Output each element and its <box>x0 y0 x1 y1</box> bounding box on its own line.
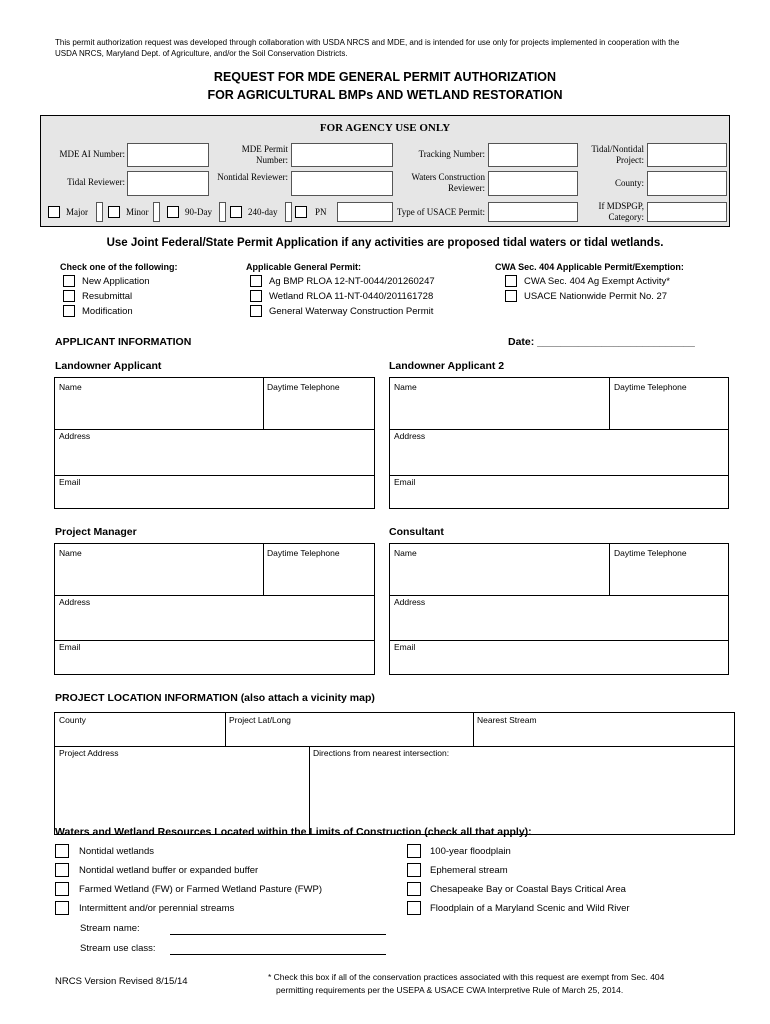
county-agency-label: County: <box>614 178 644 188</box>
critical-area-checkbox[interactable] <box>407 882 421 896</box>
tracking-number-field[interactable] <box>488 143 578 167</box>
floodplain-100yr-checkbox[interactable] <box>407 844 421 858</box>
landowner-1-address-label: Address <box>59 431 91 441</box>
wetland-rloa-option[interactable] <box>250 290 433 302</box>
nontidal-buffer-checkbox[interactable] <box>55 863 69 877</box>
tidal-nontidal-project-label: Tidal/Nontidal Project: <box>591 144 644 165</box>
90-day-checkbox[interactable] <box>167 206 179 218</box>
consultant-box <box>389 543 729 675</box>
location-county-label: County <box>59 715 86 725</box>
pm-address-label: Address <box>59 597 91 607</box>
tidal-reviewer-label: Tidal Reviewer: <box>67 177 125 187</box>
tidal-reviewer-field[interactable] <box>127 171 209 196</box>
major-checkbox[interactable] <box>48 206 60 218</box>
landowner-applicant-2-heading: Landowner Applicant 2 <box>389 360 505 372</box>
mdspgp-category-label: If MDSPGP, Category: <box>598 201 644 222</box>
farmed-wetland-label: Farmed Wetland (FW) or Farmed Wetland Pasture (FWP) <box>79 883 323 895</box>
project-location-heading: PROJECT LOCATION INFORMATION (also attach a vicinity map) <box>55 692 375 704</box>
nontidal-wetlands-checkbox[interactable] <box>55 844 69 858</box>
footnote-line-1: * Check this box if all of the conservation practices associated with this request are exempt from Sec. 404 <box>268 972 665 982</box>
lat-long-label: Project Lat/Long <box>229 715 291 725</box>
farmed-wetland-checkbox[interactable] <box>55 882 69 896</box>
nontidal-wetlands-option[interactable] <box>55 844 154 858</box>
wetland-rloa-label: Wetland RLOA 11-NT-0440/201161728 <box>269 290 434 302</box>
nationwide-27-label: USACE Nationwide Permit No. 27 <box>524 290 668 302</box>
nearest-stream-label: Nearest Stream <box>477 715 537 725</box>
stream-name-label: Stream name: <box>80 923 140 934</box>
title-line-2: FOR AGRICULTURAL BMPs AND WETLAND RESTORATION <box>207 88 563 102</box>
landowner-1-name-label: Name <box>59 382 82 392</box>
90-day-field[interactable] <box>219 202 226 222</box>
pm-telephone-label: Daytime Telephone <box>267 548 340 558</box>
resubmittal-option[interactable] <box>63 290 132 302</box>
landowner-1-telephone-label: Daytime Telephone <box>267 382 340 392</box>
minor-field[interactable] <box>153 202 160 222</box>
pm-email-label: Email <box>59 642 81 652</box>
nationwide-27-checkbox[interactable] <box>505 290 517 302</box>
project-manager-heading: Project Manager <box>55 526 137 538</box>
resubmittal-label: Resubmittal <box>82 290 133 302</box>
landowner-1-box <box>54 377 375 509</box>
project-location-box <box>54 712 735 835</box>
title-line-1: REQUEST FOR MDE GENERAL PERMIT AUTHORIZATION <box>213 70 557 84</box>
project-manager-box <box>54 543 375 675</box>
landowner-applicant-heading: Landowner Applicant <box>55 360 162 372</box>
farmed-wetland-option[interactable] <box>55 882 322 896</box>
minor-label: Minor <box>126 207 149 217</box>
scenic-river-label: Floodplain of a Maryland Scenic and Wild River <box>430 902 630 914</box>
version-text: NRCS Version Revised 8/15/14 <box>55 976 188 987</box>
project-address-label: Project Address <box>59 748 119 758</box>
mde-ai-number-field[interactable] <box>127 143 209 167</box>
nontidal-reviewer-field[interactable] <box>291 171 393 196</box>
pn-checkbox[interactable] <box>295 206 307 218</box>
nationwide-27-option[interactable] <box>505 290 667 302</box>
ag-bmp-checkbox[interactable] <box>250 275 262 287</box>
modification-checkbox[interactable] <box>63 305 75 317</box>
agency-header: FOR AGENCY USE ONLY <box>319 122 451 134</box>
pn-field[interactable] <box>337 202 393 222</box>
pn-label: PN <box>315 207 327 217</box>
major-label: Major <box>66 207 88 217</box>
modification-option[interactable] <box>63 305 133 317</box>
nontidal-wetlands-label: Nontidal wetlands <box>79 845 154 857</box>
intro-text: This permit authorization request was developed through collaboration with USDA NRCS and MDE, and is intended for use only for projects implemented in cooperation with the USDA NRCS, Maryland Dept. of Agriculture, and/or the Soil Conservation Districts. <box>55 38 680 58</box>
consultant-name-label: Name <box>394 548 417 558</box>
critical-area-label: Chesapeake Bay or Coastal Bays Critical Area <box>430 883 626 895</box>
mde-ai-number-label: MDE AI Number: <box>59 149 125 159</box>
critical-area-option[interactable] <box>407 882 626 896</box>
landowner-2-box <box>389 377 729 509</box>
nontidal-buffer-label: Nontidal wetland buffer or expanded buffer <box>79 864 259 876</box>
mdspgp-category-field[interactable] <box>647 202 727 222</box>
new-application-label: New Application <box>82 275 150 287</box>
240-day-checkbox[interactable] <box>230 206 242 218</box>
wetland-rloa-checkbox[interactable] <box>250 290 262 302</box>
cwa-ag-exempt-label: CWA Sec. 404 Ag Exempt Activity* <box>524 275 670 287</box>
stream-use-class-input-line[interactable] <box>170 954 386 955</box>
streams-option[interactable] <box>55 901 234 915</box>
usace-permit-type-field[interactable] <box>488 202 578 222</box>
joint-application-notice: Use Joint Federal/State Permit Application if any activities are proposed tidal waters or tidal wetlands. <box>106 237 664 249</box>
cwa-ag-exempt-option[interactable] <box>505 275 670 287</box>
ag-bmp-option[interactable] <box>250 275 435 287</box>
general-permit-heading: Applicable General Permit: <box>246 262 362 272</box>
applicant-info-heading: APPLICANT INFORMATION <box>55 336 192 348</box>
check-one-heading: Check one of the following: <box>60 262 178 272</box>
waters-construction-reviewer-label: Waters Construction Reviewer: <box>411 172 485 193</box>
directions-label: Directions from nearest intersection: <box>313 748 450 758</box>
240-day-label: 240-day <box>248 207 278 217</box>
nontidal-buffer-option[interactable] <box>55 863 258 877</box>
floodplain-100yr-option[interactable] <box>407 844 511 858</box>
240-day-field[interactable] <box>285 202 292 222</box>
floodplain-100yr-label: 100-year floodplain <box>430 845 511 857</box>
consultant-email-label: Email <box>394 642 416 652</box>
tidal-nontidal-project-field[interactable] <box>647 143 727 167</box>
minor-checkbox[interactable] <box>108 206 120 218</box>
streams-checkbox[interactable] <box>55 901 69 915</box>
ag-bmp-label: Ag BMP RLOA 12-NT-0044/201260247 <box>269 275 435 287</box>
new-application-option[interactable] <box>63 275 150 287</box>
consultant-telephone-label: Daytime Telephone <box>614 548 687 558</box>
90-day-label: 90-Day <box>185 207 212 217</box>
ephemeral-stream-label: Ephemeral stream <box>430 864 508 876</box>
tracking-number-label: Tracking Number: <box>418 149 485 159</box>
major-field[interactable] <box>96 202 103 222</box>
mde-permit-number-field[interactable] <box>291 143 393 167</box>
usace-permit-type-label: Type of USACE Permit: <box>396 207 485 217</box>
resubmittal-checkbox[interactable] <box>63 290 75 302</box>
mde-permit-number-label: MDE Permit Number: <box>241 144 288 165</box>
nontidal-reviewer-label: Nontidal Reviewer: <box>217 172 288 182</box>
landowner-1-email-label: Email <box>59 477 81 487</box>
landowner-2-address-label: Address <box>394 431 426 441</box>
landowner-2-name-label: Name <box>394 382 417 392</box>
scenic-river-option[interactable] <box>407 901 630 915</box>
gwcp-label: General Waterway Construction Permit <box>269 305 434 317</box>
waters-construction-reviewer-field[interactable] <box>488 171 578 196</box>
county-agency-field[interactable] <box>647 171 727 196</box>
streams-label: Intermittent and/or perennial streams <box>79 902 235 914</box>
landowner-2-telephone-label: Daytime Telephone <box>614 382 687 392</box>
gwcp-checkbox[interactable] <box>250 305 262 317</box>
modification-label: Modification <box>82 305 133 317</box>
stream-name-input-line[interactable] <box>170 934 386 935</box>
cwa-ag-exempt-checkbox[interactable] <box>505 275 517 287</box>
waters-heading: Waters and Wetland Resources Located within the Limits of Construction (check all that apply): <box>55 826 532 838</box>
ephemeral-stream-checkbox[interactable] <box>407 863 421 877</box>
ephemeral-stream-option[interactable] <box>407 863 508 877</box>
cwa-heading: CWA Sec. 404 Applicable Permit/Exemption: <box>495 262 684 272</box>
scenic-river-checkbox[interactable] <box>407 901 421 915</box>
agency-use-box <box>40 115 730 227</box>
date-field[interactable]: Date: ___________________________ <box>508 336 695 348</box>
landowner-2-email-label: Email <box>394 477 416 487</box>
consultant-heading: Consultant <box>389 526 444 538</box>
stream-use-class-label: Stream use class: <box>80 943 156 954</box>
gwcp-option[interactable] <box>250 305 433 317</box>
pm-name-label: Name <box>59 548 82 558</box>
footnote-line-2: permitting requirements per the USEPA & USACE CWA Interpretive Rule of March 25, 2014. <box>276 985 624 995</box>
new-application-checkbox[interactable] <box>63 275 75 287</box>
consultant-address-label: Address <box>394 597 426 607</box>
